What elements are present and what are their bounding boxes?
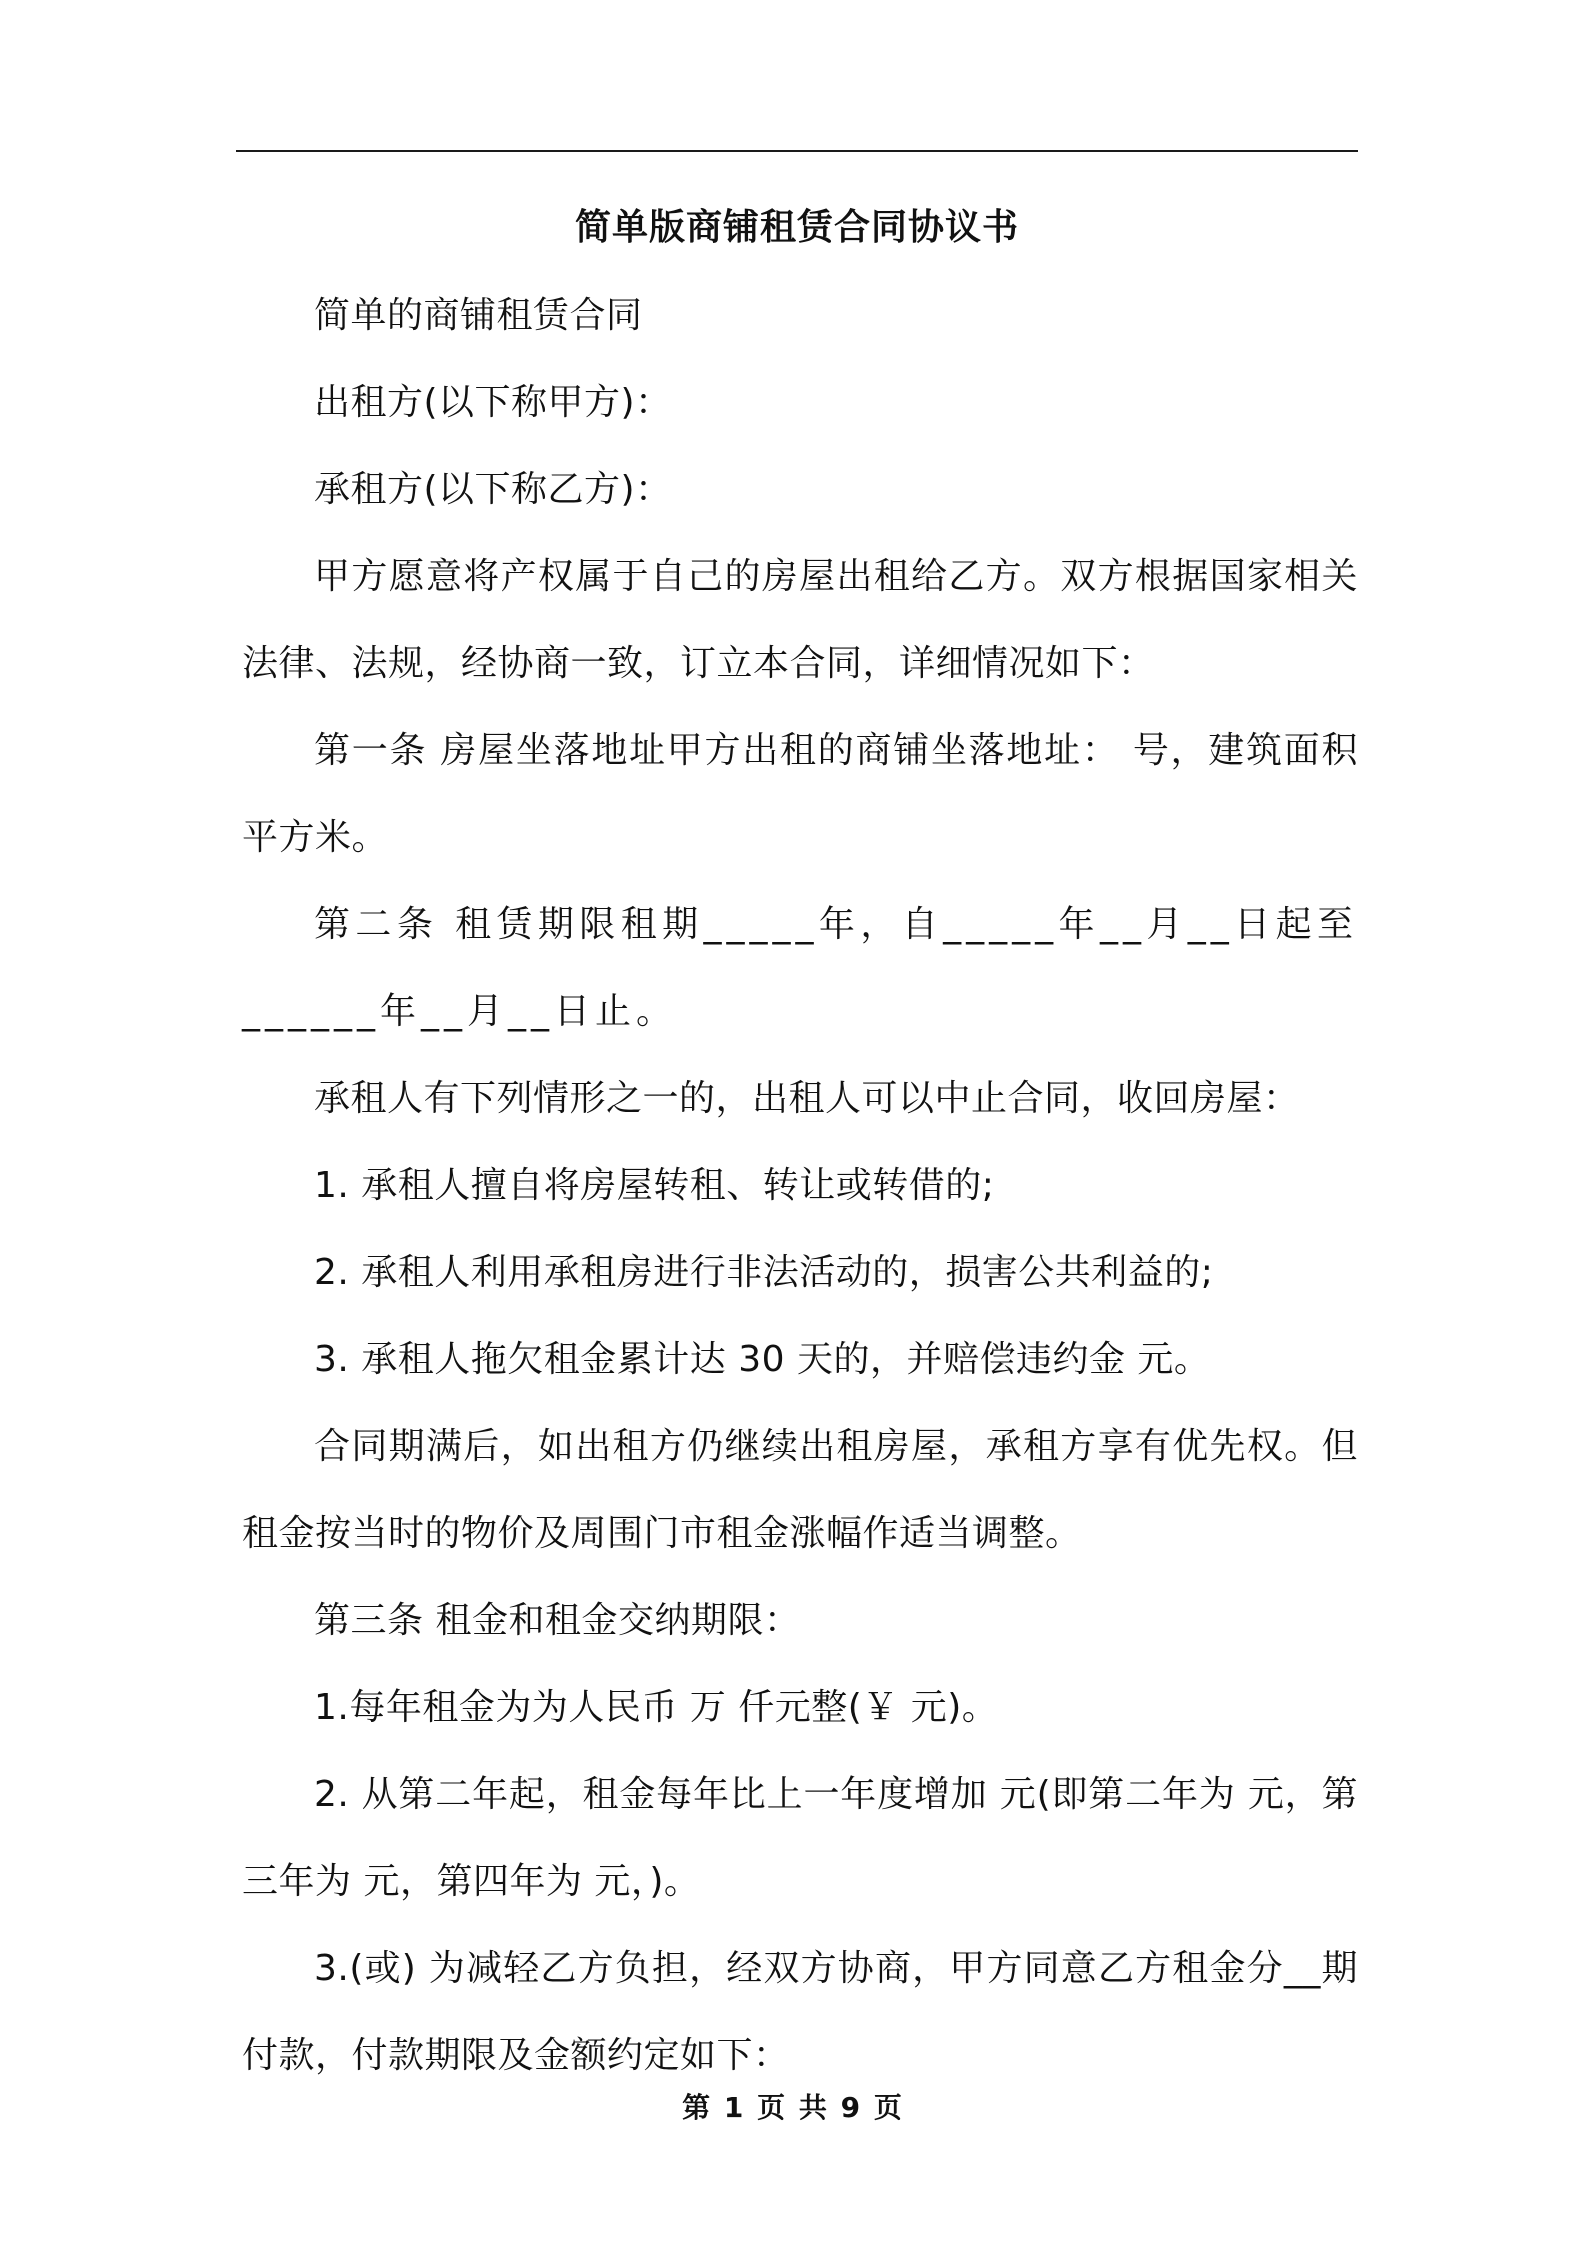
- list-item: 1. 承租人擅自将房屋转租、转让或转借的;: [314, 1165, 995, 1206]
- list-item: 3. 承租人拖欠租金累计达 30 天的，并赔偿违约金 元。: [314, 1339, 1211, 1380]
- list-item: 2. 承租人利用承租房进行非法活动的，损害公共利益的;: [314, 1252, 1214, 1293]
- paragraph-preamble: 甲方愿意将产权属于自己的房屋出租给乙方。双方根据国家相关法律、法规，经协商一致，订立本合同，详细情况如下：: [242, 556, 1358, 684]
- page-number: 第 1 页 共 9 页: [682, 2091, 904, 2124]
- header-rule: [236, 150, 1358, 152]
- document-body: [242, 272, 1358, 2099]
- paragraph-lessor: 出租方(以下称甲方)：: [314, 382, 672, 423]
- paragraph-subtitle: 简单的商铺租赁合同: [314, 295, 643, 336]
- paragraph-renewal: 合同期满后，如出租方仍继续出租房屋，承租方享有优先权。但租金按当时的物价及周围门市租金涨幅作适当调整。: [242, 1426, 1358, 1554]
- paragraph-article-3: 第三条 租金和租金交纳期限：: [314, 1600, 801, 1641]
- paragraph-lessee: 承租方(以下称乙方)：: [314, 469, 672, 510]
- paragraph-article-1: 第一条 房屋坐落地址甲方出租的商铺坐落地址： 号，建筑面积 平方米。: [242, 730, 1358, 858]
- list-item: 2. 从第二年起，租金每年比上一年度增加 元(即第二年为 元，第三年为 元，第四年为 元，)。: [242, 1774, 1358, 1902]
- paragraph-termination-intro: 承租人有下列情形之一的，出租人可以中止合同，收回房屋：: [314, 1078, 1300, 1119]
- list-item: 3.(或) 为减轻乙方负担，经双方协商，甲方同意乙方租金分__期付款，付款期限及金额约定如下：: [242, 1948, 1358, 2076]
- document-title: 简单版商铺租赁合同协议书: [574, 207, 1019, 248]
- list-item: 1.每年租金为为人民币 万 仟元整(￥ 元)。: [314, 1687, 999, 1728]
- paragraph-article-2: 第二条 租赁期限租期_____年，自_____年__月__日起至______年__月__日止。: [242, 904, 1358, 1032]
